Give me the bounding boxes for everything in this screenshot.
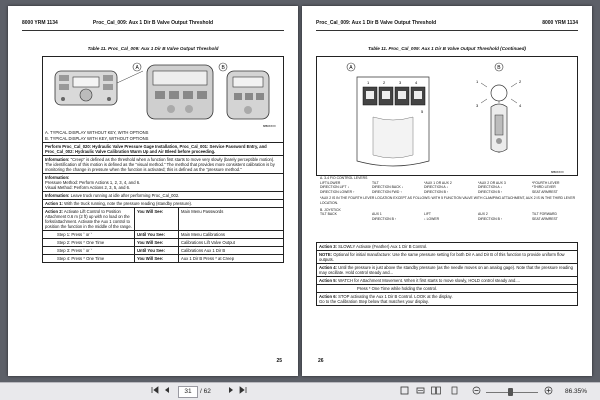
action-text: STOP activating the Aux 1 Dir B Control. LOOK at the display.	[338, 294, 453, 299]
legend-cell: DIRECTION B ↑	[478, 189, 503, 194]
legend-cell: TILT	[372, 180, 379, 185]
info-label: Information:	[45, 193, 70, 198]
perform-instruction: Perform Proc_Cal_020: Hydraulic Valve Pressure Gage Installation, Proc_Cal_001: Service Password Entry, and Proc_Cal_002: Hydraulic Valve Calibration Warm Up and Air Bleed before proceeding.	[43, 142, 283, 155]
you-will-see-label: You Will See:	[135, 208, 179, 230]
action-6	[317, 292, 577, 305]
info-label: Information:	[45, 157, 70, 162]
legend-cell: AUX 1	[372, 212, 382, 217]
legend-note: *AUX 2 IS IN THE FOURTH LEVER LOCATION EXCEPT AS FOLLOWS: WITH 5 FUNCTION VALVE WITH CLAMPING ATTACHMENT, AUX 2 IS IN THE THIRD LEVER LOCATION.	[320, 196, 576, 205]
step-1-row	[43, 230, 283, 238]
note	[317, 250, 577, 263]
action-label: Action 1:	[45, 201, 63, 206]
legend-cell: *THIRD LEVER	[532, 185, 556, 190]
svg-text:4: 4	[415, 80, 418, 85]
table-title: Table 11. Proc_Cal_009: Aux 1 Dir B Valve Output Threshold (Continued)	[368, 46, 526, 51]
header-rule	[316, 30, 578, 31]
legend-cell: DIRECTION B ↑	[424, 189, 449, 194]
page-header	[316, 20, 578, 30]
prev-page-icon[interactable]	[162, 386, 172, 398]
display-result: Main Menu Calibrations	[181, 232, 225, 237]
legend-row	[320, 190, 578, 195]
info-text: Leave truck running at idle after performing Proc_Cal_002.	[70, 193, 180, 198]
step-text: Step 4: Press * One Time	[43, 255, 135, 262]
single-page-icon[interactable]	[448, 386, 460, 398]
step-4-row	[43, 254, 283, 262]
action-text: Activate Lift Control to Position Attachment 0.6 m (2 ft) up with no load on the forks/attachment. Activate the Aux 1 control to position the function in the middle of the range.	[45, 209, 132, 229]
legend-cell: DIRECTION BACK ↓	[372, 185, 404, 190]
until-you-see-label: Until You See:	[135, 231, 179, 238]
action-text: Until the pressure is just above the standby pressure (as the needle moves on an analog gage). Note that the pressure reading may oscillate. Hold control steady and...	[319, 265, 573, 275]
next-page-icon[interactable]	[226, 386, 236, 398]
svg-text:5: 5	[421, 109, 424, 114]
page-number: 25	[276, 358, 282, 364]
information-idle	[43, 191, 283, 199]
display-result: Calibrations Lift Valve Output	[181, 240, 235, 245]
page-total: / 62	[200, 388, 211, 395]
display-figure	[43, 57, 283, 129]
action-text: SLOWLY Activate (Feather) Aux 1 Dir B Control.	[338, 244, 428, 249]
page-25	[8, 6, 298, 376]
svg-text:1: 1	[476, 79, 479, 84]
figure-legend	[320, 176, 578, 221]
procedure-title: Proc_Cal_009: Aux 1 Dir B Valve Output Threshold	[92, 20, 214, 26]
information-methods	[43, 173, 283, 191]
procedure-table-continued	[316, 56, 578, 176]
action-4	[317, 263, 577, 276]
action-label: Action 6:	[319, 294, 337, 299]
zoom-in-icon[interactable]	[542, 386, 554, 398]
zoom-level[interactable]: 86.35%	[564, 388, 588, 395]
legend-cell: DIRECTION A ↓	[424, 185, 449, 190]
figure-code: 8880XXXX	[263, 125, 276, 128]
legend-cell: *AUX 1 OR AUX 2	[424, 180, 452, 185]
action-label: Action 4:	[319, 265, 337, 270]
legend-a-title: A. 3-4 F/O CONTROL LEVERS	[320, 176, 368, 180]
legend-cell: TILT FORWARD	[532, 212, 557, 217]
action-label: Action 5:	[319, 278, 337, 283]
info-label: Information:	[45, 175, 70, 180]
action-2-row	[43, 207, 283, 230]
header-rule	[22, 30, 284, 31]
zoom-slider[interactable]	[484, 386, 540, 398]
first-page-icon[interactable]	[150, 386, 160, 398]
display-result: Aux 1 Dir B Press * at Creep	[181, 256, 235, 261]
svg-text:2: 2	[383, 80, 386, 85]
note-text: Optional for initial manufacture: Use the same pressure setting for both Dir A and Dir B of this function to provide uniform flow outputs.	[319, 252, 565, 262]
table-title: Table 11. Proc_Cal_009: Aux 1 Dir B Valve Output Threshold	[87, 46, 219, 51]
caption-b: B. TYPICAL DISPLAY WITH KEY, WITHOUT OPTIONS	[45, 136, 149, 141]
page-26	[302, 6, 592, 376]
page-header	[22, 20, 284, 30]
control-levers-illustration	[317, 57, 577, 175]
action-text: With the truck running, note the pressure reading (standby pressure).	[64, 201, 193, 206]
action-label: Action 2:	[45, 209, 63, 214]
display-result: Calibrations Aux 1 Dir B	[181, 248, 226, 253]
display-result: Main Menu Passwords	[181, 209, 224, 214]
page-number: 26	[318, 358, 324, 364]
caption-a: A. TYPICAL DISPLAY WITHOUT KEY, WITH OPTIONS	[45, 130, 149, 135]
legend-cell: DIRECTION B ↑	[372, 216, 397, 221]
note-label: NOTE:	[319, 252, 333, 257]
legend-cell: DIRECTION A ↓	[478, 185, 503, 190]
you-will-see-label: You Will See:	[135, 239, 179, 246]
legend-row	[320, 217, 578, 222]
legend-cell: SEAT ARMREST	[532, 216, 558, 221]
you-will-see-label: You Will See:	[135, 255, 179, 262]
last-page-icon[interactable]	[238, 386, 248, 398]
legend-cell: LIFT/LOWER	[320, 180, 341, 185]
display-panel-illustration	[43, 57, 283, 129]
two-page-icon[interactable]	[430, 386, 442, 398]
info-text: "Creep" is defined as the threshold when a function first starts to move very slowly (barely perceptible motion). The identification of this motion is defined as the "visual method." The method that provides more consistent calibration is by monitoring the change in pressure when the function is activated; this is defined as the "pressure method."	[45, 157, 275, 172]
legend-cell	[320, 217, 372, 222]
controls-figure	[317, 57, 577, 175]
step-text: Step 1: Press ˆ or ˇ	[43, 231, 135, 238]
legend-b-title: B. JOYSTICK	[320, 207, 341, 212]
legend-cell: AUX 2	[478, 212, 488, 217]
action-text-continued: Go to the Calibration Step below that matches your display.	[319, 299, 429, 304]
step-2-row	[43, 238, 283, 246]
procedure-title: Proc_Cal_009: Aux 1 Dir B Valve Output Threshold	[316, 20, 437, 26]
legend-cell: DIRECTION LOWER ↑	[320, 189, 355, 194]
legend-cell: DIRECTION LIFT ↓	[320, 185, 350, 190]
svg-text:2: 2	[519, 79, 522, 84]
legend-cell: DIRECTION FWD ↑	[372, 189, 402, 194]
procedure-table	[42, 56, 284, 263]
svg-text:A: A	[135, 65, 139, 71]
fit-page-icon[interactable]	[398, 386, 410, 398]
svg-text:A: A	[349, 65, 353, 71]
figure-code: 8880XXXX	[551, 171, 564, 174]
legend-cell: LIFT	[424, 212, 431, 217]
viewer-status-bar	[0, 382, 600, 400]
page-number-input[interactable]: 31	[178, 386, 198, 398]
until-you-see-label: Until You See:	[135, 247, 179, 254]
legend-cell: SEAT ARMREST	[532, 189, 558, 194]
legend-cell: DIRECTION B ↑	[478, 216, 503, 221]
svg-text:B: B	[497, 65, 501, 71]
legend-cell: *AUX 2 OR AUX 3	[478, 180, 506, 185]
svg-text:3: 3	[399, 80, 402, 85]
step-text: Step 2: Press * One Time	[43, 239, 135, 246]
zoom-out-icon[interactable]	[470, 386, 482, 398]
zoom-slider-thumb[interactable]	[508, 388, 513, 396]
svg-text:B: B	[221, 65, 225, 71]
press-step: Press * One Time while holding the control.	[317, 284, 577, 292]
procedure-actions	[316, 242, 578, 306]
action-5	[317, 276, 577, 284]
step-text: Step 3: Press ˆ or ˇ	[43, 247, 135, 254]
action-1	[43, 199, 283, 207]
manual-code: 8000 YRM 1134	[22, 20, 58, 26]
svg-text:4: 4	[519, 103, 522, 108]
svg-text:1: 1	[367, 80, 370, 85]
action-label: Action 3:	[319, 244, 337, 249]
svg-text:3: 3	[476, 103, 479, 108]
action-3	[317, 243, 577, 250]
fit-width-icon[interactable]	[414, 386, 426, 398]
visual-method: Visual Method: Perform Actions 2, 3, 5, and 6.	[45, 185, 131, 190]
information-creep	[43, 155, 283, 173]
legend-cell: ↓ LOWER	[424, 216, 440, 221]
manual-code: 8000 YRM 1134	[542, 20, 578, 26]
legend-cell: *FOURTH LEVER	[532, 180, 560, 185]
pressure-method: Pressure Method: Perform Actions 1, 2, 3, 4, and 6.	[45, 180, 141, 185]
step-3-row	[43, 246, 283, 254]
action-text: WATCH for Attachment Movement. When it first starts to move slowly, HOLD control steady and....	[338, 278, 520, 283]
legend-cell: TILT BACK	[320, 212, 337, 217]
